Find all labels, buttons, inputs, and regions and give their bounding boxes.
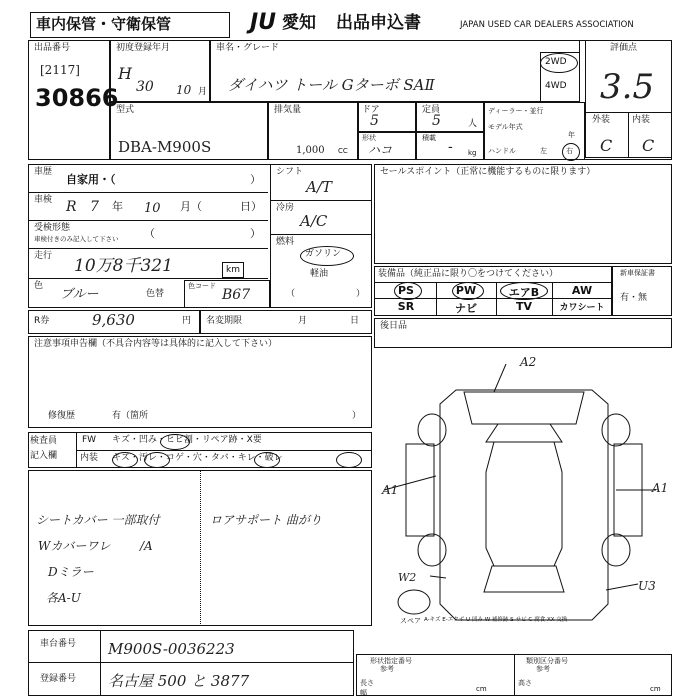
remark-1: シートカバー 一部取付 [36, 513, 160, 527]
dealer-right-circle [562, 143, 580, 161]
inspection-month-unit: 月（ [180, 200, 202, 213]
remarks-vdivider [200, 470, 201, 626]
inspection-label: 車検 [34, 195, 53, 205]
model-label: 車名・グレード [216, 43, 280, 53]
inspection-year-unit: 年 [112, 200, 123, 213]
name-change-month: 月 [298, 316, 308, 326]
equip-ps: PS [398, 284, 414, 297]
after-fit-box [374, 318, 672, 348]
recv-label: 受検形態 [34, 223, 71, 233]
mark-a1-left: A1 [382, 483, 399, 497]
color-label: 色 [34, 281, 44, 291]
fuel-other-close: ） [356, 289, 366, 299]
dealer-right: 右 [566, 147, 573, 155]
grade-int-label: 内装 [632, 115, 651, 125]
mileage-value: 10万8千321 [74, 256, 173, 276]
type-cat-label: 類別区分番号 [526, 657, 568, 665]
doors-label: ドア [362, 105, 380, 115]
storage-label: 車内保管・守衛保管 [36, 15, 172, 33]
inspection-month: 10 [144, 201, 161, 216]
wheel-rl [418, 534, 446, 566]
inspector-hdivider [76, 450, 372, 451]
registration-month-unit: 月 [198, 87, 208, 97]
use-value: 自家用・（ [66, 173, 116, 186]
history-vdivider [270, 164, 271, 308]
plate-value: 名古屋 500 と 3877 [108, 672, 250, 690]
car-roof [486, 442, 562, 566]
equip-aw: AW [571, 284, 593, 297]
inspector-label-2: 記入欄 [30, 451, 58, 461]
inspector-label-1: 検査員 [30, 436, 58, 446]
mark-w2: W2 [398, 571, 417, 584]
diagram-legend: A-キズ E-エクボ U-凹み W-補修跡 S-サビ C-腐食 XX-交換 [424, 617, 568, 623]
equipment-label: 装備品（純正品に限り〇をつけてください） [378, 269, 559, 279]
dim-height-unit: cm [650, 685, 661, 693]
side-left [406, 444, 434, 536]
dealer-handle: ハンドル [488, 147, 516, 155]
mark-a2: A2 [520, 355, 537, 369]
color-code-label: 色コード [188, 282, 216, 290]
plate-label: 登録番号 [40, 674, 77, 684]
equip-navi: ナビ [455, 302, 477, 315]
lot-sub: [2117] [40, 63, 80, 77]
recycle-unit: 円 [182, 316, 192, 326]
lot-number: 30866 [35, 84, 119, 112]
recycle-value: 9,630 [92, 311, 135, 329]
name-change-label: 名変期限 [206, 316, 243, 326]
inspector-mark-2 [112, 452, 138, 468]
equip-ps-circle [394, 282, 422, 300]
repair-value: 有（箇所 [112, 411, 149, 421]
equip-airbag-circle [500, 282, 548, 300]
drive-2wd: 2WD [545, 57, 567, 67]
after-fit-label: 後日品 [380, 321, 408, 331]
remark-2: ロアサポート 曲がり [210, 513, 322, 527]
dealer-year-unit: 年 [568, 131, 575, 139]
notes-label: 注意事項申告欄（不具合内容等は具体的に記入して下さい） [34, 339, 278, 349]
type-cat-ref: 参考 [536, 665, 550, 673]
use-label: 車歴 [34, 167, 53, 177]
car-diagram [376, 352, 672, 648]
dim-length: 長さ [360, 679, 374, 687]
chassis-label: 車台番号 [40, 639, 77, 649]
load-value: - [448, 139, 453, 155]
row-line-1 [28, 192, 268, 193]
inspector-mark-4 [254, 452, 280, 468]
grade-ext-label: 外装 [592, 115, 611, 125]
inspector-mark-5 [336, 452, 362, 468]
dim-width: 幅 [360, 689, 367, 697]
shift-label: シフト [276, 167, 304, 177]
remark-slash: /A [140, 539, 153, 553]
ju-logo: JU [250, 10, 277, 35]
capacity-unit: 人 [468, 119, 478, 129]
recv-close: ） [250, 227, 261, 240]
equip-pw-circle [452, 282, 484, 300]
equip-pw: PW [455, 284, 477, 297]
warranty-value: 有・無 [620, 293, 648, 303]
spare-label: スペア [400, 617, 421, 625]
color-code: B67 [222, 287, 251, 303]
repair-close: ） [352, 411, 362, 421]
aircon-value: A/C [300, 212, 328, 230]
repair-label: 修復歴 [48, 411, 76, 421]
type-value: DBA-M900S [118, 138, 212, 156]
bottom-right-vdivider [514, 654, 515, 696]
form-value: ハコ [368, 143, 393, 157]
wheel-fl [418, 414, 446, 446]
mark-a1-right: A1 [652, 481, 669, 495]
association-name: JAPAN USED CAR DEALERS ASSOCIATION [460, 20, 634, 30]
inspector-mark-1 [160, 434, 190, 450]
brand-place: 愛知 [282, 13, 316, 33]
capacity-value: 5 [432, 113, 441, 129]
chassis-vdivider [100, 630, 101, 696]
car-hood [464, 392, 584, 424]
registration-era: H [118, 64, 132, 83]
cert-ref: 参考 [380, 665, 394, 673]
remark-3: Wカバーワレ [38, 539, 111, 553]
shift-value: A/T [306, 178, 332, 196]
fuel-other-open: （ [286, 289, 296, 299]
equip-tv: TV [515, 300, 533, 313]
recycle-label: R券 [34, 316, 50, 326]
spare-tire [398, 590, 430, 614]
registration-label: 初度登録年月 [116, 43, 171, 53]
wheel-fr [602, 414, 630, 446]
remark-5: 各A-U [46, 591, 81, 605]
registration-year: 30 [136, 79, 154, 95]
inspection-era: R [66, 199, 77, 215]
recv-open: （ [144, 227, 155, 240]
chassis-divider [28, 662, 354, 663]
inspector-row1-items: キズ・凹み・ヒビ割・リペア跡・X要 [112, 435, 262, 445]
registration-month: 10 [176, 83, 192, 97]
inspector-row2-items: キズ・汚レ・コゲ・穴・タバ・キレ・破レ [112, 453, 283, 463]
color-value: ブルー [60, 287, 99, 302]
mileage-unit-box [222, 262, 244, 278]
row-line-2 [28, 220, 268, 221]
car-rear-window [484, 566, 564, 592]
form-title: 出品申込書 [336, 13, 421, 33]
mark-line-u3 [606, 584, 638, 590]
mark-line-w2 [430, 576, 446, 578]
inspector-row1-key: FW [82, 435, 97, 445]
dealer-parallel: ディーラー・並行 [488, 107, 544, 115]
fuel-gasoline: ガソリン [305, 249, 342, 259]
mileage-unit: km [226, 265, 240, 275]
row-line-4 [28, 278, 268, 279]
displacement-label: 排気量 [274, 105, 302, 115]
mileage-label: 走行 [34, 251, 53, 261]
color-trim-label: 色替 [146, 289, 165, 299]
row-line-3 [28, 248, 268, 249]
recv-sub: 車検付きのみ記入して下さい [34, 235, 119, 243]
dealer-left: 左 [540, 147, 547, 155]
equip-airbag: エアB [508, 286, 540, 299]
chassis-value: M900S-0036223 [108, 640, 235, 658]
sales-point-box [374, 164, 672, 264]
inspector-row2-key: 内装 [80, 453, 99, 463]
inspection-day-unit: 日） [240, 200, 262, 213]
wheel-rr [602, 534, 630, 566]
name-change-day: 日 [350, 316, 360, 326]
lot-label: 出品番号 [34, 43, 71, 53]
car-windshield [486, 424, 562, 442]
equip-sr: SR [397, 300, 415, 313]
grade-int: C [642, 136, 655, 155]
type-label: 型式 [116, 105, 135, 115]
dim-length-unit: cm [476, 685, 487, 693]
aircon-label: 冷房 [276, 203, 295, 213]
remark-4: Dミラー [48, 565, 94, 579]
warranty-label: 新車保証書 [620, 269, 655, 277]
cert-label: 形状指定番号 [370, 657, 412, 665]
mark-line-a2-top [494, 364, 506, 392]
use-close: ） [250, 173, 261, 186]
displacement-value: 1,000 [296, 145, 325, 156]
fuel-diesel: 軽油 [310, 269, 329, 279]
fuel-label: 燃料 [276, 237, 295, 247]
notes-box [28, 336, 372, 428]
grade-ext: C [600, 136, 613, 155]
inspection-year: 7 [90, 199, 99, 215]
form-label: 形状 [362, 134, 376, 142]
grade-label: 評価点 [610, 43, 638, 53]
capacity-label: 定員 [422, 105, 441, 115]
drive-4wd: 4WD [545, 81, 567, 91]
displacement-unit: CC [338, 147, 348, 155]
model-value: ダイハツ トール Gターボ SAⅡ [228, 76, 435, 94]
sales-point-label: セールスポイント（正常に機能するものに限ります） [380, 167, 596, 177]
col-line-2 [270, 234, 372, 235]
equip-leather: カワシート [559, 303, 605, 313]
load-label: 積載 [422, 134, 436, 142]
dim-height: 高さ [518, 679, 532, 687]
inspector-mark-3 [144, 452, 170, 468]
doors-value: 5 [370, 113, 379, 129]
col-line-1 [270, 200, 372, 201]
dealer-model-year: モデル年式 [488, 123, 523, 131]
mark-u3: U3 [638, 579, 656, 593]
grade-vdivider [628, 112, 629, 158]
grade-value: 3.5 [600, 67, 655, 107]
load-unit: kg [468, 149, 477, 157]
